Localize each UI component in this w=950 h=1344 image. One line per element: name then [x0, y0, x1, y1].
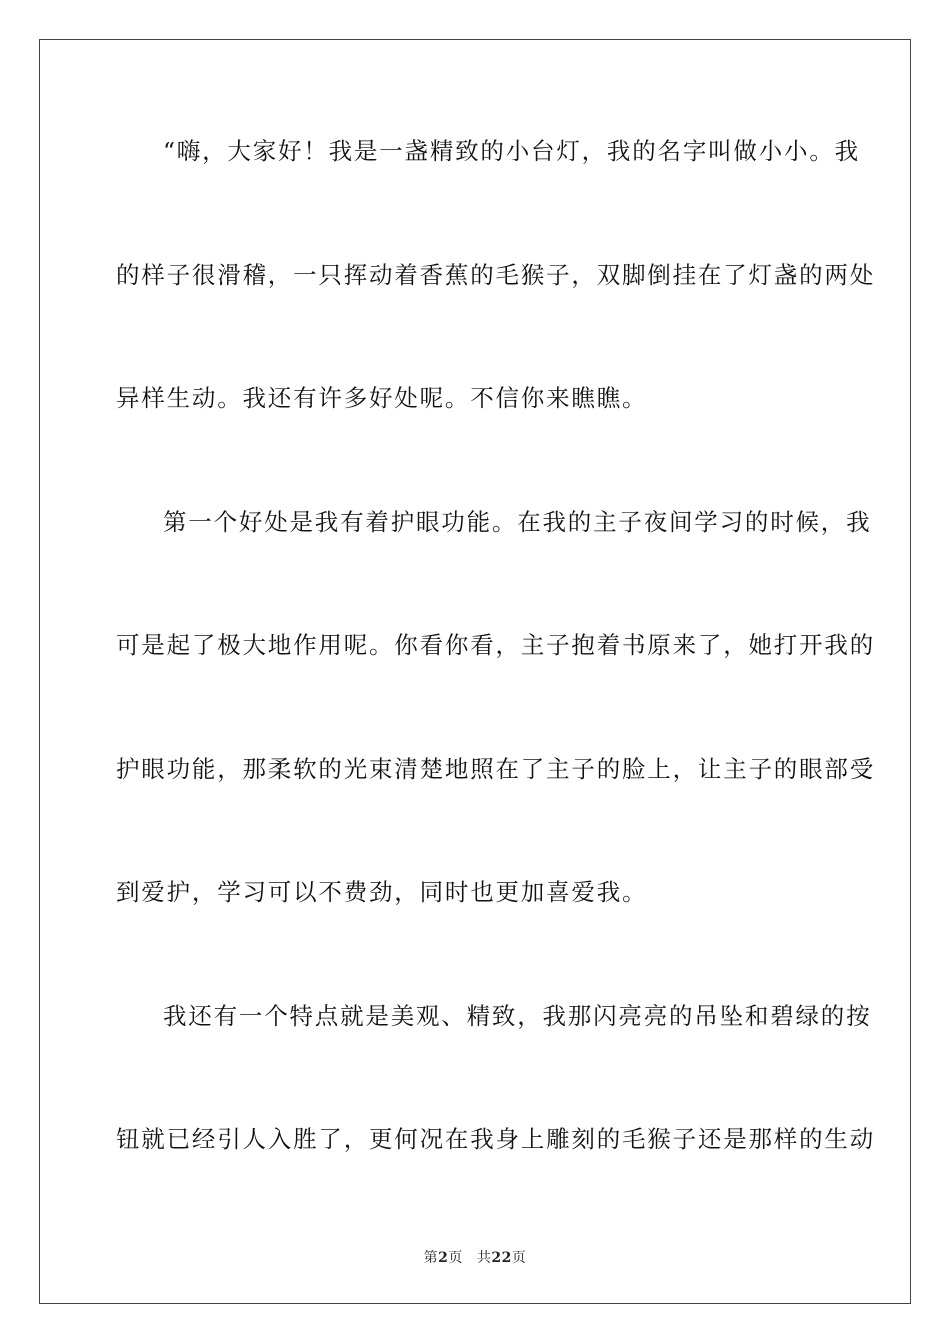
page-prefix: 第: [423, 1250, 439, 1266]
paragraph-line: “嗨，大家好！我是一盏精致的小台灯，我的名字叫做小小。我: [163, 137, 860, 165]
document-body: [116, 116, 875, 1228]
paragraph-line: 护眼功能，那柔软的光束清楚地照在了主子的脸上，让主子的眼部受: [116, 754, 875, 783]
paragraph-line: 的样子很滑稽，一只挥动着香蕉的毛猴子，双脚倒挂在了灯盏的两处: [116, 260, 875, 289]
paragraph-line: 第一个好处是我有着护眼功能。在我的主子夜间学习的时候，我: [163, 507, 872, 536]
page-number: 2: [438, 1250, 449, 1266]
paragraph-line: 可是起了极大地作用呢。你看你看，主子抱着书原来了，她打开我的: [116, 631, 875, 659]
total-prefix: 共: [476, 1250, 492, 1266]
page-suffix: 页: [448, 1250, 463, 1266]
total-pages: 22: [491, 1250, 512, 1266]
paragraph-line: 到爱护，学习可以不费劲，同时也更加喜爱我。: [116, 878, 648, 906]
paragraph-line: 异样生动。我还有许多好处呢。不信你来瞧瞧。: [116, 384, 648, 412]
page-footer: [0, 1247, 950, 1267]
total-suffix: 页: [511, 1250, 527, 1266]
paragraph-line: 我还有一个特点就是美观、精致，我那闪亮亮的吊坠和碧绿的按: [163, 1001, 872, 1030]
paragraph-line: 钮就已经引人入胜了，更何况在我身上雕刻的毛猴子还是那样的生动: [116, 1125, 875, 1153]
